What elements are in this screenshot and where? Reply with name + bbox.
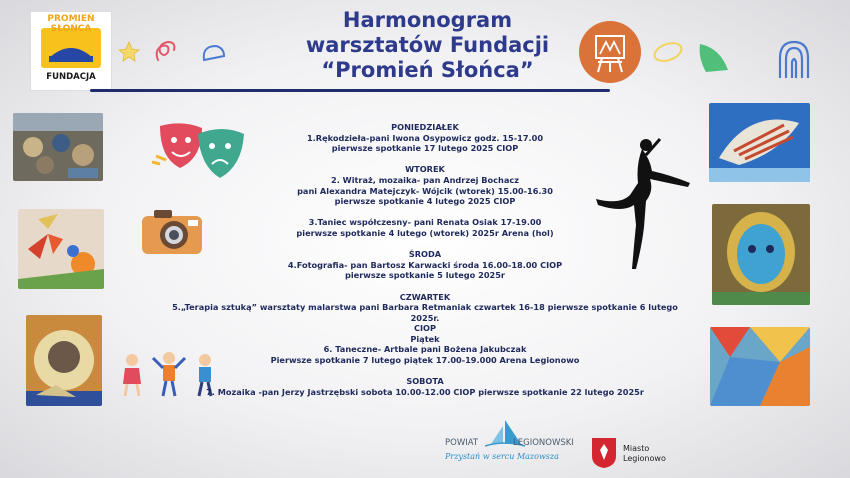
schedule-spacer [160,366,690,377]
powiat-legionowski-logo [445,418,580,468]
schedule-line: PONIEDZIAŁEK [391,122,459,132]
mosaic-fish-photo [709,103,810,182]
page-title [250,8,605,83]
title-underline [90,89,610,92]
mosaic-face-photo [712,204,810,305]
schedule-line: 3.Taniec współczesny- pani Renata Osiak 17-19.00 [308,217,542,228]
schedule-spacer [160,281,690,292]
schedule-line: 5.„Terapia sztuką” warsztaty malarstwa pani Barbara Retmaniak czwartek 16-18 pierwsze spotkanie 6 lutego 2025r. [172,302,678,323]
title-line-3: “Promień Słońca” [321,58,534,82]
city-coat-of-arms-icon [592,438,616,468]
schedule-line: 1.Rękodzieła-pani Iwona Osypowicz godz. 15-17.00 [306,132,544,143]
foundation-logo [30,11,112,91]
schedule-line: pierwsze spotkanie 4 lutego (wtorek) 2025r Arena (hol) [296,227,554,238]
schedule-line: 4.Fotografia- pan Bartosz Karwacki środa 16.00-18.00 CIOP [287,259,563,270]
city-line-2: Legionowo [623,454,666,463]
schedule-spacer [160,239,690,250]
doodle-decorations-icon [118,38,238,68]
schedule-line: 2. Witraż, mozaika- pan Andrzej Bochacz [331,174,519,185]
logo-top-text: PROMIEŃ SŁOŃCA [47,14,95,34]
powiat-slogan: Przystań w sercu Mazowsza [445,452,559,461]
city-line-1: Miasto [623,444,650,453]
schedule-line: CZWARTEK [399,291,451,302]
schedule-line: 6. Taneczne- Artbale pani Bożena Jakubczak [323,344,527,355]
city-name [623,444,666,464]
schedule-line: Piątek [410,333,440,344]
schedule-spacer [160,207,690,218]
logo-bottom-text: FUNDACJA [46,72,96,82]
legionowski-label: LEGIONOWSKI [513,438,574,448]
schedule-line: CIOP [413,323,437,334]
schedule-line: pierwsze spotkanie 17 lutego 2025 CIOP [331,143,519,154]
schedule-line: SOBOTA [406,376,444,387]
shapes-doodle-icon [648,38,848,83]
schedule-spacer [160,154,690,165]
art-easel-badge-icon [578,20,644,84]
schedule-line: pierwsze spotkanie 4 lutego 2025 CIOP [334,196,516,207]
pottery-workshop-photo [13,113,103,181]
schedule-line: pani Alexandra Matejczyk- Wójcik (wtorek) 15.00-16.30 [297,185,553,196]
workshop-schedule [160,122,690,397]
stained-glass-flowers-photo [18,209,104,289]
schedule-line: Pierwsze spotkanie 7 lutego piątek 17.00-19.000 Arena Legionowo [270,355,580,366]
powiat-label: POWIAT [445,438,479,448]
schedule-line: 7. Mozaika -pan Jerzy Jastrzębski sobota 10.00-12.00 CIOP pierwsze spotkanie 22 lutego 2025r [206,386,644,397]
title-line-1: Harmonogram [342,8,513,32]
mosaic-portrait-photo [26,315,102,406]
schedule-line: ŚRODA [408,249,442,260]
title-line-2: warsztatów Fundacji [305,33,550,57]
schedule-line: pierwsze spotkanie 5 lutego 2025r [345,270,505,281]
stained-glass-abstract-photo [710,327,810,406]
schedule-line: WTOREK [405,164,445,175]
